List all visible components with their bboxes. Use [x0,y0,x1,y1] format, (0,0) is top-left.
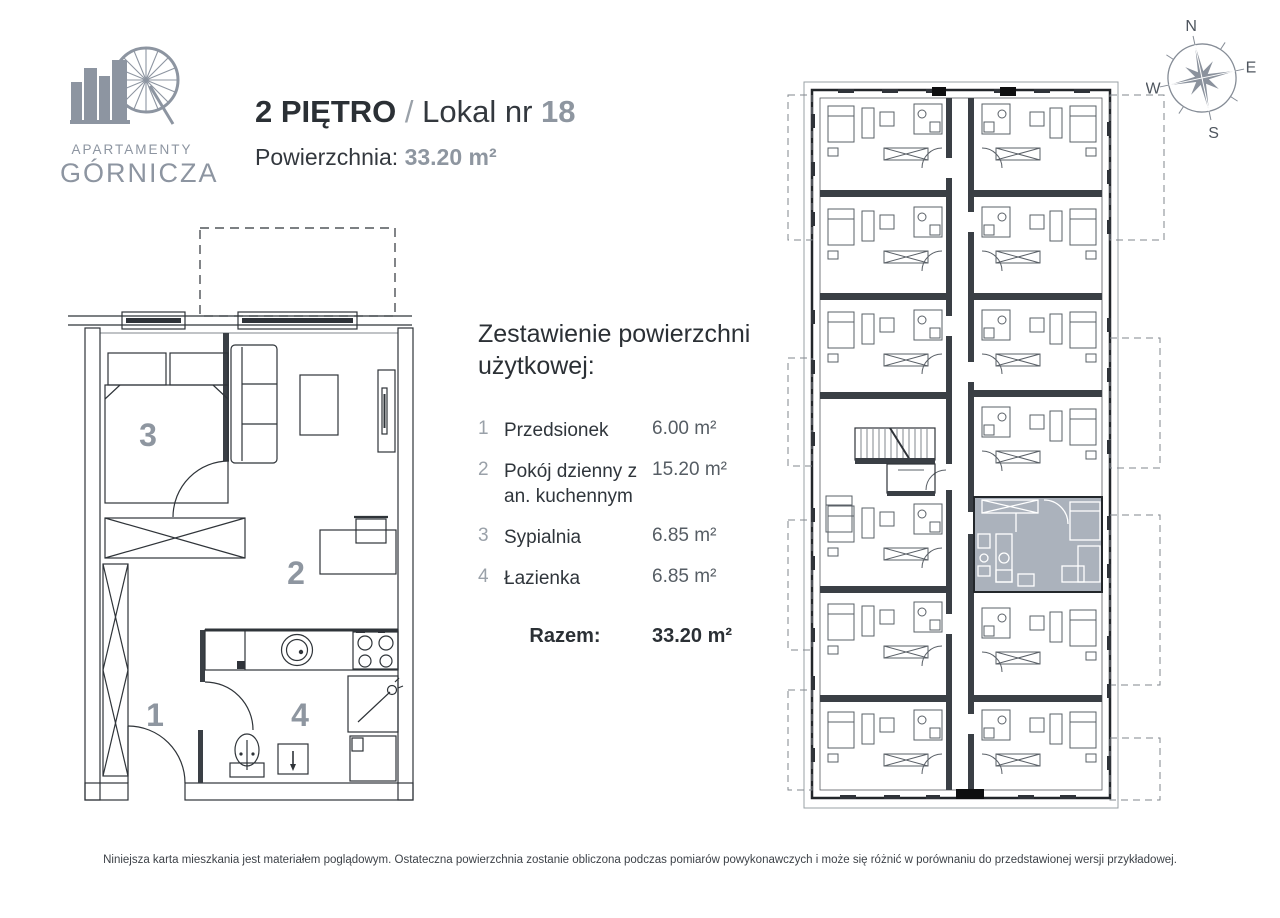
unit-prefix: Lokal nr [422,94,542,129]
toilet [230,734,264,777]
highlighted-unit [974,497,1102,592]
row-area: 6.00 m² [652,418,717,439]
coffee-table [300,375,338,435]
row-name: Łazienka [504,568,581,590]
room-label-hall: 1 [146,697,164,733]
summary-row [478,459,798,509]
wardrobe [103,518,245,776]
building-floor-plan [778,66,1170,810]
row-number: 2 [478,459,489,481]
window [122,312,357,329]
title-separator: / [396,94,423,129]
tv-unit [378,370,395,452]
bedroom-door-arc [173,461,229,517]
total-value: 33.20 m² [652,625,733,648]
summary-row [478,566,798,591]
floor-label: 2 PIĘTRO [255,94,397,129]
summary-title-line1: Zestawienie powierzchni [478,320,751,348]
row-number: 3 [478,525,489,547]
summary-row [478,418,798,443]
exterior-walls [85,328,413,800]
compass-west: W [1146,80,1161,98]
unit-number: 18 [541,94,576,129]
page-title [255,94,576,130]
room-label-living: 2 [287,555,305,591]
summary-title-line2: użytkowej: [478,352,595,380]
area-line [255,144,497,171]
kitchen-counter [205,630,398,670]
shower [348,676,403,732]
area-summary [478,318,798,648]
washing-machine [350,736,396,781]
area-label: Powierzchnia: [255,144,405,170]
row-name: Sypialnia [504,527,582,549]
total-label: Razem: [529,625,601,648]
row-area: 6.85 m² [652,566,717,588]
brand-name-bottom: GÓRNICZA [60,158,219,188]
row-name: Przedsionek [504,420,609,441]
balcony-outline [200,228,395,316]
bathroom-door-arc [205,682,253,730]
row-number: 1 [478,418,489,439]
washbasin [278,744,308,774]
room-label-bedroom: 3 [139,417,157,453]
brand-name-top: APARTAMENTY [71,142,193,157]
area-value: 33.20 m² [404,144,497,170]
room-label-bathroom: 4 [291,697,309,733]
row-area: 15.20 m² [652,459,727,481]
brand-logo-icon [70,38,194,142]
summary-total [478,625,798,648]
row-name: Pokój dzienny z an. kuchennym [504,461,638,508]
sofa [231,345,277,463]
compass-rose-icon [1146,12,1258,144]
compass-south: S [1208,124,1219,142]
summary-rows [478,418,798,591]
dining-table [320,517,396,574]
row-area: 6.85 m² [652,525,717,547]
summary-row [478,525,798,550]
compass-north: N [1185,18,1197,36]
disclaimer-text: Niniejsza karta mieszkania jest materiałem poglądowym. Ostateczna powierzchnia zostanie obliczona podczas pomiarów powykonawczych i może się różnić w porównaniu do przedstawionej wersji przykładowej. [103,854,1177,866]
compass-east: E [1245,59,1257,77]
bed [105,353,228,503]
apartment-floor-plan [60,214,420,804]
entrance-door [128,726,185,783]
row-number: 4 [478,566,489,588]
